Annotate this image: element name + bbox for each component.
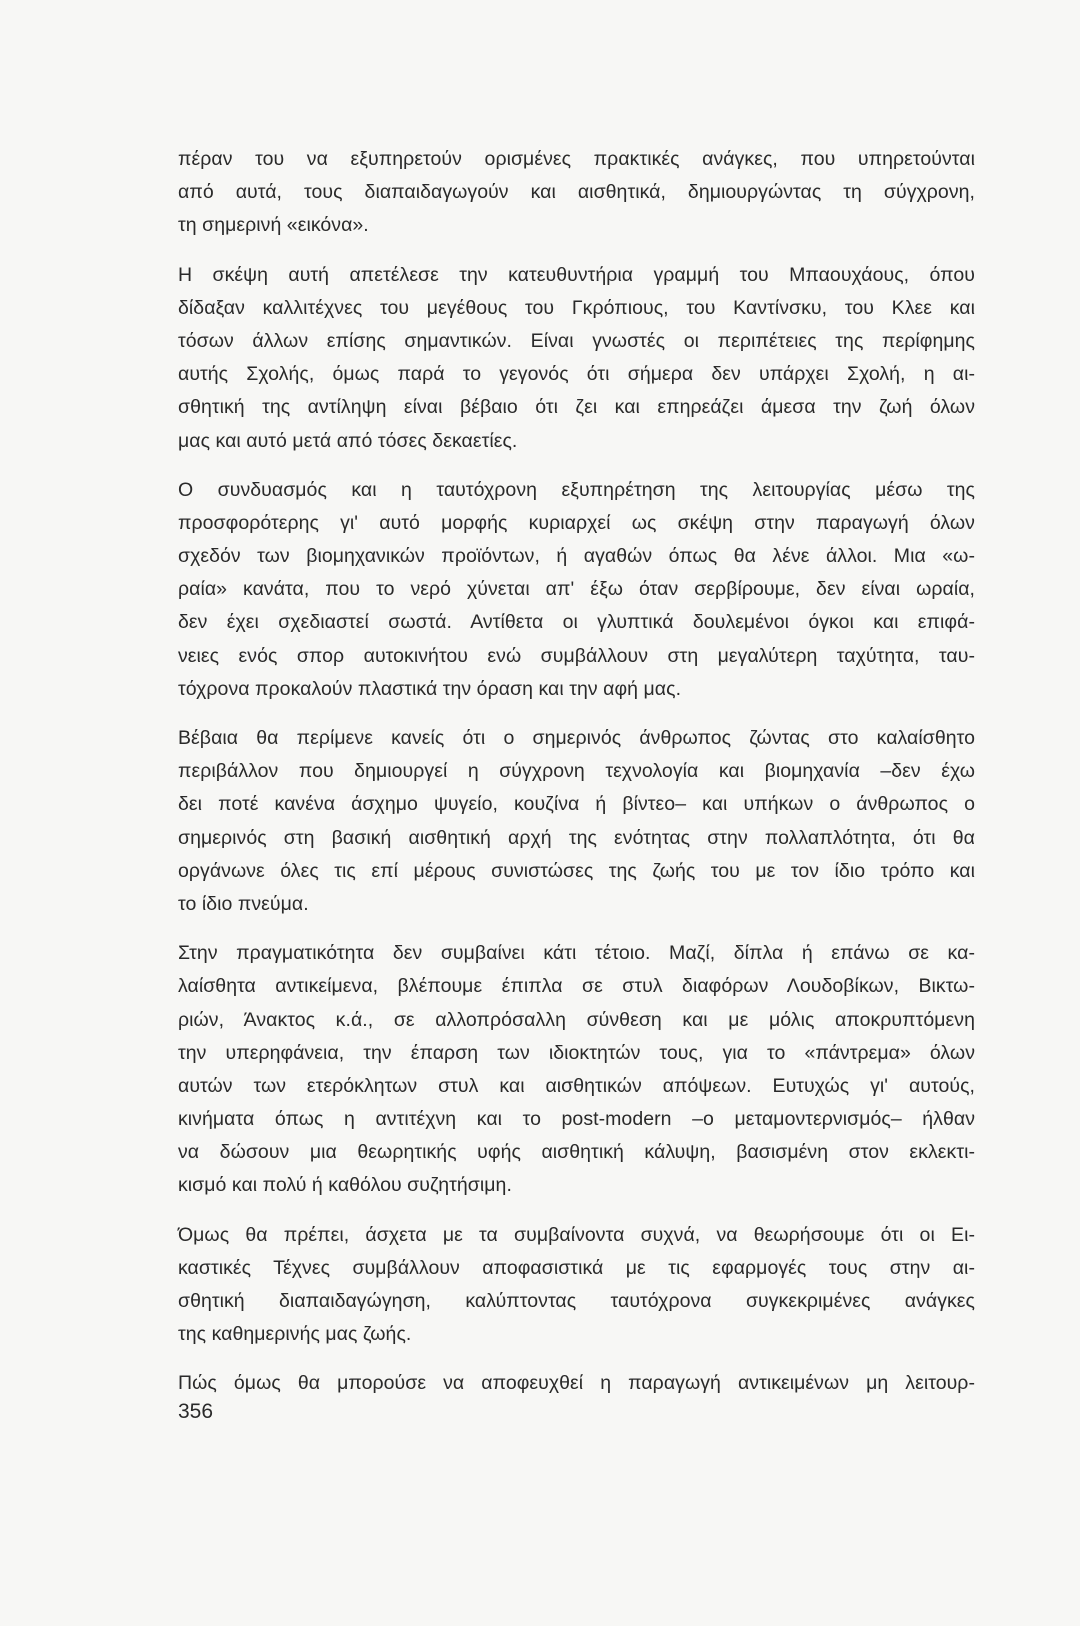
text-line: Η σκέψη αυτή απετέλεσε την κατευθυντήρια γραμμή του Μπαουχάους, όπου [178, 263, 975, 286]
text-line: Βέβαια θα περίμενε κανείς ότι ο σημερινός άνθρωπος ζώντας στο καλαίσθητο [178, 727, 975, 749]
text-line: σχεδόν των βιομηχανικών προϊόντων, ή αγαθών όπως θα λένε άλλοι. Μια «ω- [178, 545, 975, 568]
text-line: από αυτά, τους διαπαιδαγωγούν και αισθητικά, δημιουργώντας τη σύγχρονη, [178, 181, 975, 204]
text-line: την υπερηφάνεια, την έπαρση των ιδιοκτητών τους, για το «πάντρεμα» όλων [178, 1041, 975, 1064]
text-line: σθητική της αντίληψη είναι βέβαιο ότι ζει και επηρεάζει άμεσα την ζωή όλων [178, 396, 975, 419]
text-line: τόχρονα προκαλούν πλαστικά την όραση και την αφή μας. [178, 677, 682, 700]
text-line: Όμως θα πρέπει, άσχετα με τα συμβαίνοντα συχνά, να θεωρήσουμε ότι οι Ει- [178, 1223, 975, 1246]
text-line: σημερινός στη βασική αισθητική αρχή της ενότητας στην πολλαπλότητα, ότι θα [178, 826, 975, 849]
text-line: Πώς όμως θα μπορούσε να αποφευχθεί η παραγωγή αντικειμένων μη λειτουρ- [178, 1372, 975, 1395]
text-line: περιβάλλον που δημιουργεί η σύγχρονη τεχνολογία και βιομηχανία –δεν έχω [178, 760, 975, 783]
text-line: της καθημερινής μας ζωής. [178, 1323, 412, 1346]
text-line: οργάνωνε όλες τις επί μέρους συνιστώσες της ζωής του με τον ίδιο τρόπο και [178, 859, 975, 882]
text-line: κισμό και πολύ ή καθόλου συζητήσιμη. [178, 1174, 512, 1197]
paragraph-7 [178, 1367, 975, 1400]
text-line: κινήματα όπως η αντιτέχνη και το post-modern –ο μεταμοντερνισμός– ήλθαν [178, 1108, 975, 1131]
text-line: λαίσθητα αντικείμενα, βλέπουμε έπιπλα σε στυλ διαφόρων Λουδοβίκων, Βικτω- [178, 975, 975, 998]
text-line: το ίδιο πνεύμα. [178, 892, 309, 915]
text-line: δεν έχει σχεδιαστεί σωστά. Αντίθετα οι γλυπτικά δουλεμένοι όγκοι και επιφά- [178, 611, 975, 634]
text-line: νειες ενός σπορ αυτοκινήτου ενώ συμβάλλουν στη μεγαλύτερη ταχύτητα, ταυ- [178, 644, 975, 667]
paragraph-5 [178, 937, 975, 1203]
paragraph-2 [178, 259, 975, 458]
text-line: προσφορότερης γι' αυτό μορφής κυριαρχεί ως σκέψη στην παραγωγή όλων [178, 511, 975, 534]
text-line: δίδαξαν καλλιτέχνες του μεγέθους του Γκρόπιους, του Καντίνσκυ, του Κλεε και [178, 296, 975, 319]
paragraph-6 [178, 1219, 975, 1352]
text-line: να δώσουν μια θεωρητικής υφής αισθητική κάλυψη, βασισμένη στον εκλεκτι- [178, 1141, 975, 1164]
text-line: ραία» κανάτα, που το νερό χύνεται απ' έξω όταν σερβίρουμε, δεν είναι ωραία, [178, 578, 975, 601]
page-body [178, 143, 975, 1417]
text-line: τη σημερινή «εικόνα». [178, 214, 369, 237]
text-line: Στην πραγματικότητα δεν συμβαίνει κάτι τέτοιο. Μαζί, δίπλα ή επάνω σε κα- [178, 942, 975, 965]
text-line: Ο συνδυασμός και η ταυτόχρονη εξυπηρέτηση της λειτουργίας μέσω της [178, 478, 975, 501]
text-line: πέραν του να εξυπηρετούν ορισμένες πρακτικές ανάγκες, που υπηρετούνται [178, 148, 975, 170]
paragraph-1 [178, 143, 975, 243]
text-line: μας και αυτό μετά από τόσες δεκαετίες. [178, 429, 518, 452]
text-line: δει ποτέ κανένα άσχημο ψυγείο, κουζίνα ή βίντεο– και υπήκων ο άνθρωπος ο [178, 793, 975, 816]
page-number: 356 [178, 1400, 214, 1423]
text-line: αυτής Σχολής, όμως παρά το γεγονός ότι σήμερα δεν υπάρχει Σχολή, η αι- [178, 363, 975, 386]
text-line: ριών, Άνακτος κ.ά., σε αλλοπρόσαλλη σύνθεση και με μόλις αποκρυπτόμενη [178, 1008, 975, 1031]
text-line: καστικές Τέχνες συμβάλλουν αποφασιστικά με τις εφαρμογές τους στην αι- [178, 1256, 975, 1279]
text-line: τόσων άλλων επίσης σημαντικών. Είναι γνωστές οι περιπέτειες της περίφημης [178, 329, 975, 352]
paragraph-3 [178, 474, 975, 706]
paragraph-4 [178, 722, 975, 921]
text-line: αυτών των ετερόκλητων στυλ και αισθητικών απόψεων. Ευτυχώς γι' αυτούς, [178, 1074, 975, 1097]
text-line: σθητική διαπαιδαγώγηση, καλύπτοντας ταυτόχρονα συγκεκριμένες ανάγκες [178, 1290, 975, 1312]
